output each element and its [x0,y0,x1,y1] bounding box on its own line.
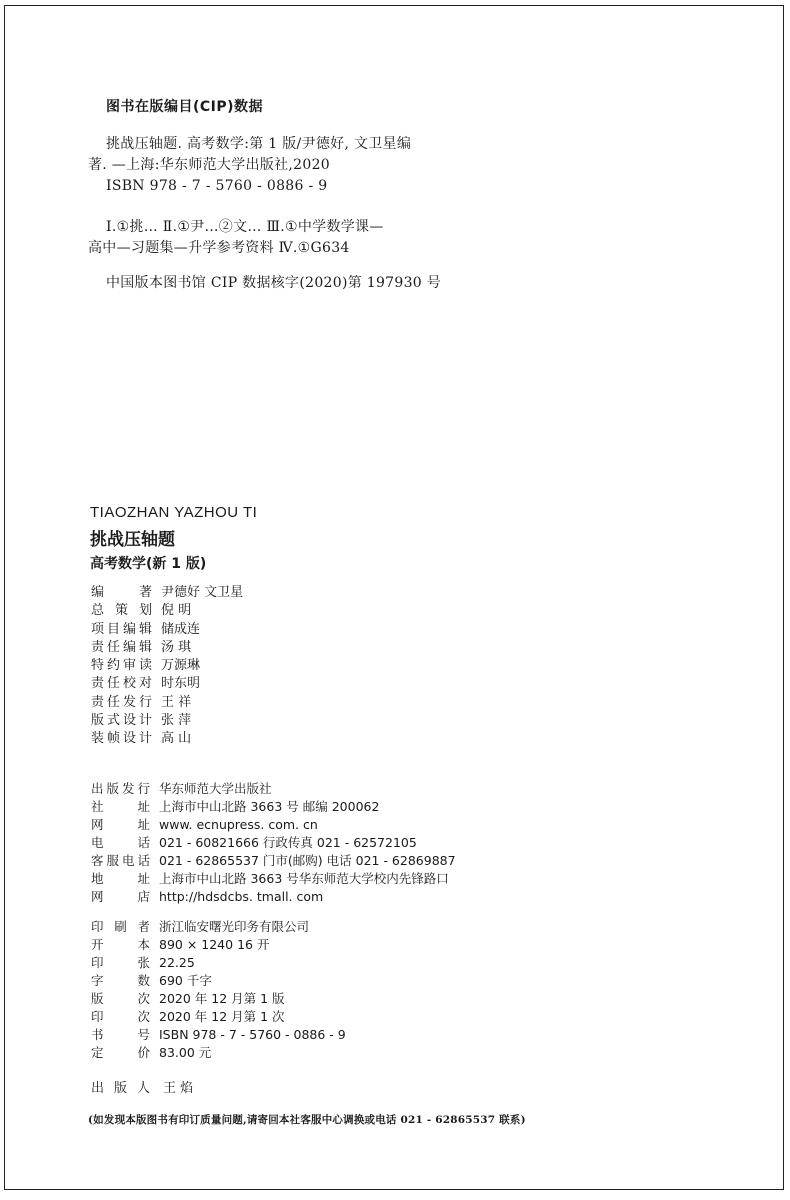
publisher-value: 上海市中山北路 3663 号华东师范大学校内先锋路口 [159,871,449,886]
credit-label: 编著 [91,585,152,600]
printing-label: 定价 [91,1045,150,1060]
publisher-value: 021 - 60821666 行政传真 021 - 62572105 [159,835,417,850]
credit-row [91,639,243,657]
credit-label: 责任编辑 [91,639,152,655]
printing-row [91,1026,346,1044]
credit-row [91,712,243,730]
publisher-row [91,888,456,906]
credit-row [91,694,243,712]
credit-value: 储成连 [161,621,201,637]
publisher-person [91,1077,193,1096]
printing-row [91,1008,346,1026]
credit-value: 汤 琪 [161,639,192,655]
printing-value: 890 × 1240 16 开 [159,937,270,952]
printing-row [91,918,346,936]
publisher-label: 网址 [91,817,150,832]
cip-isbn: ISBN 978 - 7 - 5760 - 0886 - 9 [106,178,328,194]
book-pinyin: TIAOZHAN YAZHOU TI [90,504,258,521]
printing-label: 字数 [91,973,150,988]
publisher-label: 出版发行 [91,781,150,796]
credit-row [91,730,243,748]
cip-class-line1: Ⅰ.①挑… Ⅱ.①尹…②文… Ⅲ.①中学数学课— [106,219,384,235]
book-subtitle: 高考数学(新 1 版) [90,556,207,572]
publisher-value: 021 - 62865537 门市(邮购) 电话 021 - 62869887 [159,853,456,868]
cip-entry-line2: 著. —上海:华东师范大学出版社,2020 [88,157,330,173]
publisher-row [91,852,456,870]
printing-label: 印张 [91,955,150,970]
credit-row [91,621,243,639]
credit-label: 版式设计 [91,713,152,729]
printing-row [91,954,346,972]
printing-row [91,1044,346,1062]
publisher-info [91,780,456,906]
credits-list [91,584,243,749]
printing-value: 690 千字 [159,973,212,988]
printing-value: 22.25 [159,955,195,970]
printing-value: 83.00 元 [159,1045,212,1060]
publisher-label: 社址 [91,799,150,814]
credit-label: 责任校对 [91,676,152,692]
printing-row [91,990,346,1008]
printing-value: ISBN 978 - 7 - 5760 - 0886 - 9 [159,1027,346,1042]
cip-entry-line1: 挑战压轴题. 高考数学:第 1 版/尹德好, 文卫星编 [106,136,412,152]
credit-label: 装帧设计 [91,731,152,747]
credit-value: 时东明 [161,676,201,692]
publisher-value: 上海市中山北路 3663 号 邮编 200062 [159,799,380,814]
printing-row [91,936,346,954]
publisher-label: 客服电话 [91,853,150,868]
printing-value: 浙江临安曙光印务有限公司 [159,919,310,934]
publisher-row [91,780,456,798]
credit-label: 特约审读 [91,658,152,674]
cip-heading: 图书在版编目(CIP)数据 [106,99,264,115]
credit-value: 倪 明 [161,603,192,619]
cip-class-line2: 高中—习题集—升学参考资料 Ⅳ.①G634 [88,240,350,256]
printing-label: 开本 [91,937,150,952]
publisher-person-label: 出版人 [91,1081,150,1096]
quality-note: (如发现本版图书有印订质量问题,请寄回本社客服中心调换或电话 021 - 62865537 联系) [88,1114,526,1126]
printing-value: 2020 年 12 月第 1 次 [159,1009,285,1024]
credit-row [91,602,243,620]
publisher-value: http://hdsdcbs. tmall. com [159,889,324,904]
credit-row [91,657,243,675]
publisher-label: 网店 [91,889,150,904]
publisher-label: 地址 [91,871,150,886]
printing-label: 印次 [91,1009,150,1024]
credit-label: 总策划 [91,603,152,619]
printing-label: 版次 [91,991,150,1006]
publisher-row [91,870,456,888]
credit-label: 责任发行 [91,694,152,710]
credit-row [91,675,243,693]
publisher-person-value: 王 焰 [163,1081,194,1096]
publisher-label: 电话 [91,835,150,850]
credit-value: 高 山 [161,731,192,747]
publisher-row [91,798,456,816]
credit-value: 张 萍 [161,713,192,729]
publisher-row [91,816,456,834]
credit-value: 尹德好 文卫星 [161,585,244,600]
publisher-value: 华东师范大学出版社 [159,781,272,796]
printing-label: 印刷者 [91,919,150,934]
book-title: 挑战压轴题 [90,530,175,550]
publisher-row [91,834,456,852]
credit-value: 王 祥 [161,694,192,710]
printing-info [91,918,346,1062]
printing-row [91,972,346,990]
cip-section [88,96,508,294]
credit-value: 万源琳 [161,658,201,674]
cip-verification: 中国版本图书馆 CIP 数据核字(2020)第 197930 号 [106,275,442,291]
printing-label: 书号 [91,1027,150,1042]
publisher-value: www. ecnupress. com. cn [159,817,318,832]
credit-label: 项目编辑 [91,621,152,637]
printing-value: 2020 年 12 月第 1 版 [159,991,285,1006]
credit-row [91,584,243,602]
